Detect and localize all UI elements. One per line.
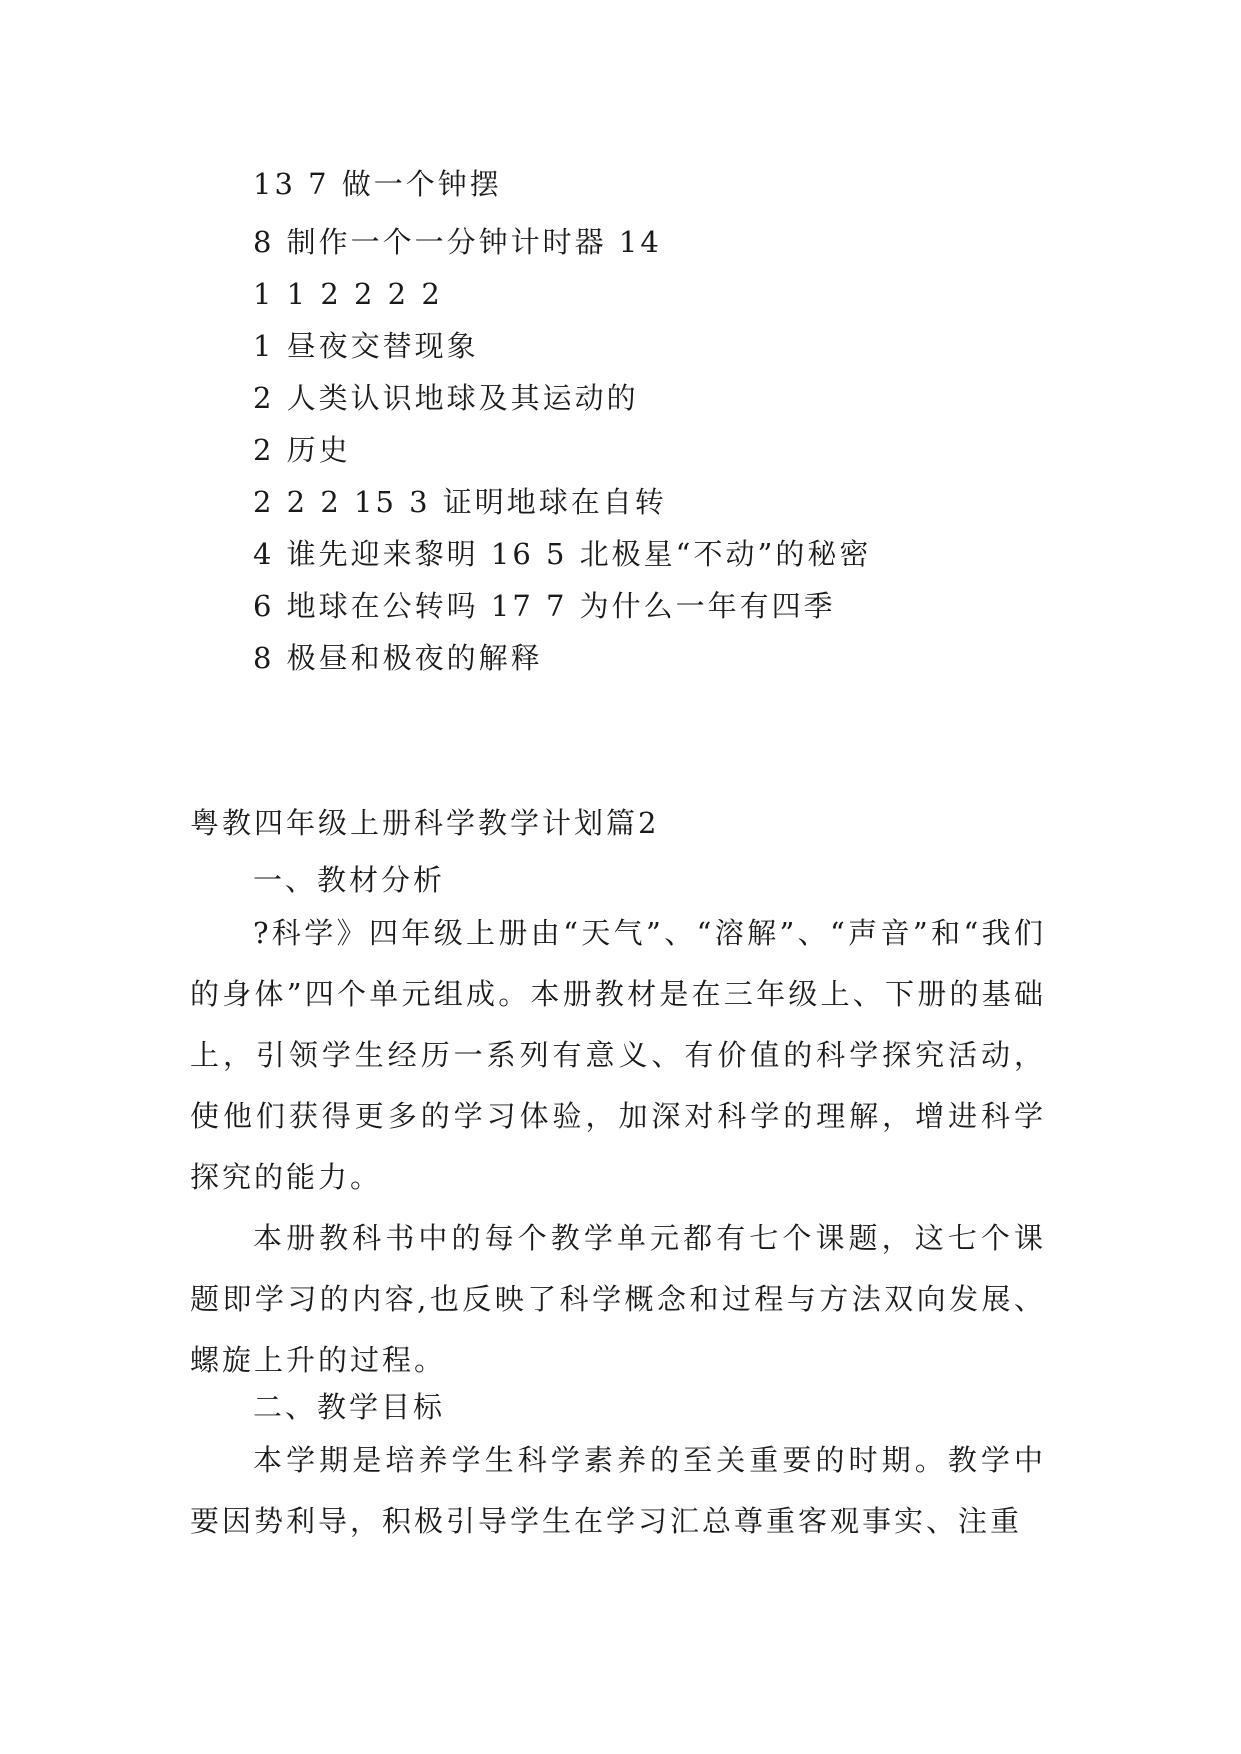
paragraph-materials-analysis: ?科学》四年级上册由“天气”、“溶解”、“声音”和“我们的身体”四个单元组成。本册教材是在三年级上、下册的基础上，引领学生经历一系列有意义、有价值的科学探究活动，使他们获得更多的学习体验，加深对科学的理解，增进科学探究的能力。 <box>190 916 1046 1194</box>
list-line: 4 谁先迎来黎明 16 5 北极星“不动”的秘密 <box>253 537 872 571</box>
list-line: 8 极昼和极夜的解释 <box>253 641 543 675</box>
paragraph-teaching-goals: 本学期是培养学生科学素养的至关重要的时期。教学中要因势利导，积极引导学生在学习汇总尊重客观事实、注重 <box>190 1443 1046 1538</box>
list-line: 2 2 2 15 3 证明地球在自转 <box>253 485 667 519</box>
list-line: 2 历史 <box>253 433 351 467</box>
list-line: 1 1 2 2 2 2 <box>253 277 443 311</box>
list-line: 6 地球在公转吗 17 7 为什么一年有四季 <box>253 589 836 623</box>
list-line: 8 制作一个一分钟计时器 14 <box>253 225 662 259</box>
paragraph-units-description: 本册教科书中的每个教学单元都有七个课题，这七个课题即学习的内容,也反映了科学概念和过程与方法双向发展、螺旋上升的过程。 <box>190 1221 1046 1377</box>
list-line: 13 7 做一个钟摆 <box>253 167 502 201</box>
list-line: 2 人类认识地球及其运动的 <box>253 381 639 415</box>
section-title: 粤教四年级上册科学教学计划篇2 <box>190 806 660 840</box>
section-heading-materials: 一、教材分析 <box>253 863 446 897</box>
list-line: 1 昼夜交替现象 <box>253 329 479 363</box>
section-heading-goals: 二、教学目标 <box>253 1390 446 1424</box>
